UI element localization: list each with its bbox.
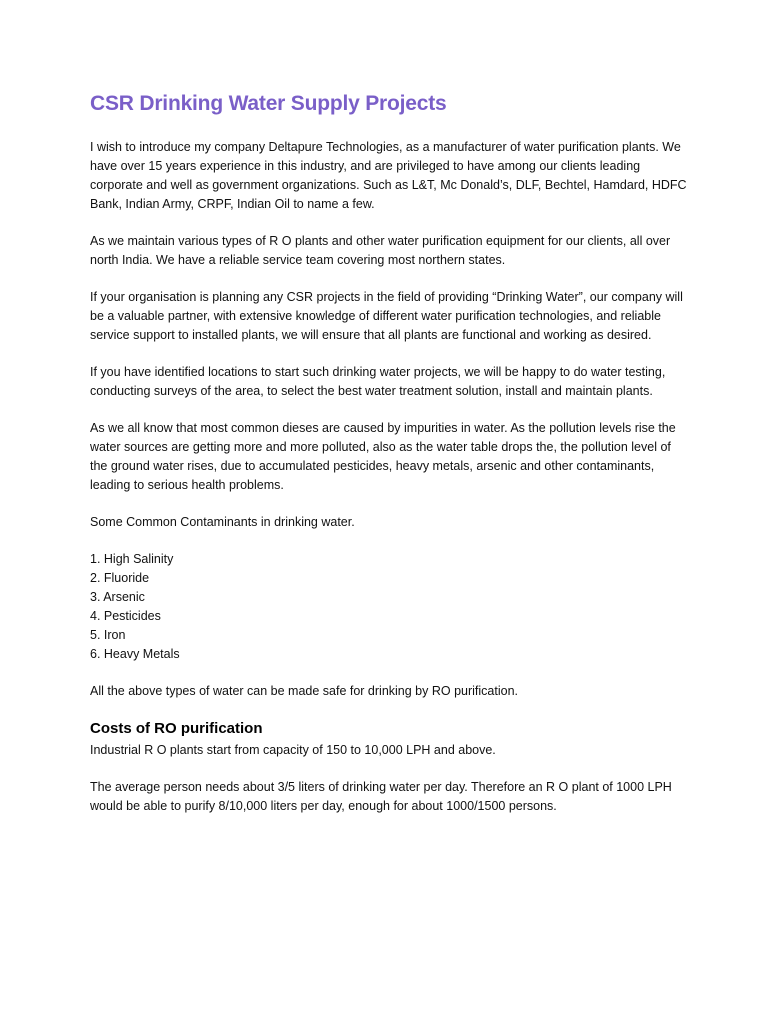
locations-paragraph: If you have identified locations to start such drinking water projects, we will be happy to do water testing, conducting surveys of the area, to select the best water treatment solution, install and maintain plants.: [90, 365, 666, 399]
costs-usage-paragraph: The average person needs about 3/5 liters of drinking water per day. Therefore an R O plant of 1000 LPH would be able to purify 8/10,000 liters per day, enough for about 1000/1500 persons.: [90, 780, 672, 814]
document-content: [90, 92, 690, 834]
pollution-paragraph: As we all know that most common dieses are caused by impurities in water. As the pollution levels rise the water sources are getting more and more polluted, also as the water table drops the, the pollution level of the ground water rises, due to accumulated pesticides, heavy metals, arsenic and other contaminants, leading to serious health problems.: [90, 421, 676, 493]
list-item: 1. High Salinity: [90, 552, 174, 567]
list-item: 4. Pesticides: [90, 609, 161, 624]
service-paragraph: As we maintain various types of R O plants and other water purification equipment for our clients, all over north India. We have a reliable service team covering most northern states.: [90, 234, 671, 268]
intro-paragraph: I wish to introduce my company Deltapure Technologies, as a manufacturer of water purification plants. We have over 15 years experience in this industry, and are privileged to have among our clients leading corporate and well as government organizations. Such as L&T, Mc Donald’s, DLF, Bechtel, Hamdard, HDFC Bank, Indian Army, CRPF, Indian Oil to name a few.: [90, 140, 687, 212]
document-title: CSR Drinking Water Supply Projects: [90, 92, 447, 115]
list-item: 6. Heavy Metals: [90, 647, 180, 662]
costs-heading: Costs of RO purification: [90, 720, 263, 738]
contaminants-list: [90, 550, 690, 664]
list-item: 3. Arsenic: [90, 590, 145, 605]
costs-capacity-paragraph: Industrial R O plants start from capacity of 150 to 10,000 LPH and above.: [90, 743, 496, 758]
safe-statement: All the above types of water can be made safe for drinking by RO purification.: [90, 684, 519, 699]
list-item: 2. Fluoride: [90, 571, 150, 586]
csr-paragraph: If your organisation is planning any CSR projects in the field of providing “Drinking Water”, our company will be a valuable partner, with extensive knowledge of different water purification technologies, and reliable service support to installed plants, we will ensure that all plants are functional and working as desired.: [90, 290, 683, 343]
list-item: 5. Iron: [90, 628, 126, 643]
contaminants-intro: Some Common Contaminants in drinking water.: [90, 515, 355, 530]
